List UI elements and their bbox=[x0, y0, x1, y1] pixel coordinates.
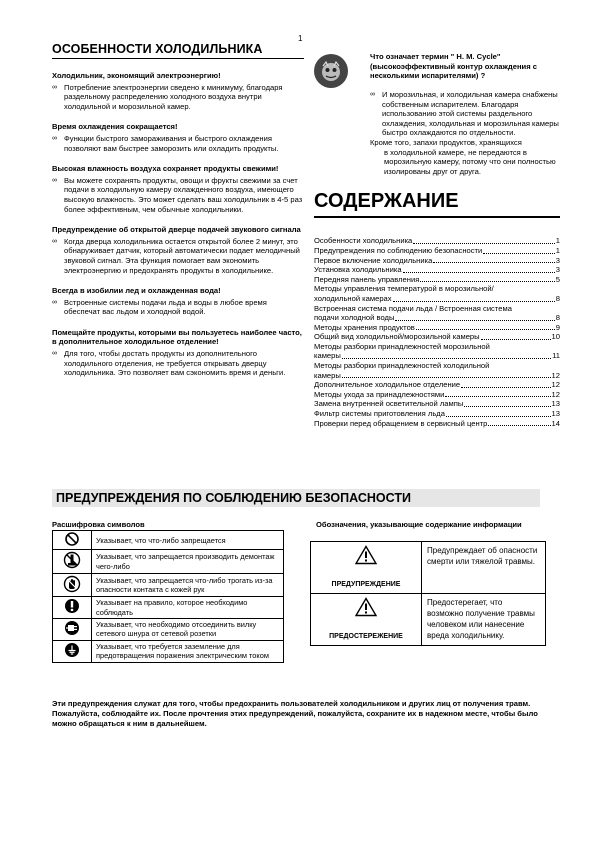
toc-entry[interactable]: Первое включение холодильника 3 bbox=[314, 255, 560, 265]
hm-note-first-line: Кроме того, запахи продуктов, хранящихся bbox=[370, 137, 522, 147]
no-touch-icon bbox=[53, 573, 92, 596]
hm-cycle-note bbox=[370, 138, 570, 176]
feature-heading: Время охлаждения сокращается! bbox=[52, 122, 178, 132]
symbol-description: Указывает, что запрещается производить демонтаж чего-либо bbox=[92, 550, 284, 573]
feature-text: Для того, чтобы достать продукты из дополнительного холодильного отделения, не требуется открывать дверцу холодильника. Это позволяет вам сэкономить время и деньги. bbox=[64, 349, 286, 378]
hm-cycle-bullet: И морозильная, и холодильная камера снабжены собственным испарителем. Благодаря использованию этой системы раздельного охлаждения, холодильная и морозильная камеры быстро охлаждаются по отдельности. bbox=[382, 90, 559, 138]
toc-entry[interactable]: Проверки перед обращением в сервисный центр 14 bbox=[314, 418, 560, 428]
feature-item bbox=[52, 122, 304, 153]
toc-entry[interactable]: Методы хранения продуктов 9 bbox=[314, 322, 560, 332]
feature-heading: Всегда в изобилии лед и охлажденная вода! bbox=[52, 286, 221, 296]
feature-text: Когда дверца холодильника остается открытой более 2 минут, это обнаруживает датчик, который автоматически подает мелодичный звуковой сигнал. Эта функция помогает вам экономить электроэнергию и предохранять продукты в холодильнике. bbox=[64, 236, 300, 275]
features-title: ОСОБЕННОСТИ ХОЛОДИЛЬНИКА bbox=[52, 42, 304, 59]
toc-entry[interactable]: Методы ухода за принадлежностями 12 bbox=[314, 389, 560, 399]
bullet-icon: ∞ bbox=[52, 83, 57, 91]
table-row bbox=[53, 640, 284, 662]
page-number: 1 bbox=[298, 34, 303, 43]
info-table bbox=[310, 541, 546, 646]
bullet-icon: ∞ bbox=[370, 91, 375, 98]
feature-heading: Предупреждение об открытой дверце подачей звукового сигнала bbox=[52, 225, 301, 235]
toc-entry[interactable]: Особенности холодильника 1 bbox=[314, 236, 560, 246]
caution-triangle-icon bbox=[355, 597, 377, 617]
unplug-icon bbox=[53, 619, 92, 641]
feature-item bbox=[52, 164, 304, 214]
feature-item bbox=[52, 286, 304, 317]
caution-label: ПРЕДОСТЕРЕЖЕНИЕ bbox=[329, 633, 403, 640]
feature-heading: Высокая влажность воздуха сохраняет продукты свежими! bbox=[52, 164, 279, 174]
toc-entry[interactable]: Фильтр системы приготовления льда 13 bbox=[314, 409, 560, 419]
toc-entry[interactable]: Замена внутренней осветительной лампы 13 bbox=[314, 399, 560, 409]
feature-text: Встроенные системы подачи льда и воды в любое время обеспечат вас льдом и холодной водой. bbox=[64, 297, 267, 317]
toc-entry[interactable]: Методы управления температурой в морозильной/ холодильной камерах 8 bbox=[314, 284, 560, 303]
toc-entry[interactable]: Общий вид холодильной/морозильной камеры 10 bbox=[314, 332, 560, 342]
symbol-description: Указывает, что необходимо отсоединить вилку сетевого шнура от сетевой розетки bbox=[92, 619, 284, 641]
bullet-icon: ∞ bbox=[52, 298, 57, 306]
mandatory-icon bbox=[53, 597, 92, 619]
feature-text: Функции быстрого замораживания и быстрого охлаждения позволяют вам быстрее заморозить или охладить продукты. bbox=[64, 133, 279, 153]
right-column bbox=[314, 52, 570, 428]
caution-description: Предостерегает, что возможно получение травмы человеком или нанесение вреда холодильнику. bbox=[422, 594, 546, 646]
toc-entry[interactable]: Дополнительное холодильное отделение 12 bbox=[314, 380, 560, 390]
symbol-description: Указывает, что запрещается что-либо трогать из-за опасности контакта с кожей рук bbox=[92, 573, 284, 596]
toc-title: СОДЕРЖАНИЕ bbox=[314, 190, 560, 218]
feature-item bbox=[52, 71, 304, 111]
bullet-icon: ∞ bbox=[52, 176, 57, 184]
warning-label: ПРЕДУПРЕЖДЕНИЕ bbox=[331, 581, 401, 588]
feature-heading: Холодильник, экономящий электроэнергию! bbox=[52, 71, 221, 80]
bullet-icon: ∞ bbox=[52, 237, 57, 245]
table-row bbox=[53, 550, 284, 573]
toc-entry[interactable]: Передняя панель управления 5 bbox=[314, 274, 560, 284]
feature-item bbox=[52, 225, 304, 275]
symbol-description: Указывает, что что-либо запрещается bbox=[92, 531, 284, 550]
hm-cycle-box bbox=[314, 52, 570, 88]
bullet-icon: ∞ bbox=[52, 350, 57, 358]
warning-description: Предупреждает об опасности смерти или тяжелой травмы. bbox=[422, 542, 546, 594]
toc-entry[interactable]: Предупреждения по соблюдению безопасности 1 bbox=[314, 245, 560, 255]
bullet-icon: ∞ bbox=[52, 134, 57, 142]
footer-note: Эти предупреждения служат для того, чтобы предохранить пользователей холодильником и других лиц от получения травм. Пожалуйста, соблюдайте их. После прочтения этих предупреждений, пожалуйста, сохраните их в надежном месте, чтобы было можно обращаться к ним в дальнейшем. bbox=[52, 699, 538, 728]
symbol-description: Указывает на правило, которое необходимо соблюдать bbox=[92, 597, 284, 619]
toc-entry[interactable]: Методы разборки принадлежностей морозильной камеры 11 bbox=[314, 341, 560, 361]
table-row bbox=[311, 542, 546, 594]
table-row bbox=[53, 597, 284, 619]
feature-heading: Помещайте продукты, которыми вы пользуетесь наиболее часто, в дополнительное холодильное отделение! bbox=[52, 327, 302, 347]
toc-entry[interactable]: Встроенная система подачи льда / Встроенная система подачи холодной воды 8 bbox=[314, 303, 560, 323]
table-of-contents bbox=[314, 236, 560, 428]
symbol-description: Указывает, что требуется заземление для предотвращения поражения электрическим током bbox=[92, 640, 284, 662]
table-row bbox=[311, 594, 546, 646]
mascot-icon bbox=[314, 54, 348, 88]
table-row bbox=[53, 573, 284, 596]
feature-item bbox=[52, 328, 304, 378]
symbols-title: Расшифровка символов bbox=[52, 520, 145, 529]
feature-text: Вы можете сохранять продукты, овощи и фрукты свежими за счет подачи в холодильную камеру охлажденного воздуха, имеющего высокую влажность. Это может сделать ваш холодильник в 4-5 раз более эффективным, чем обычные холодильники. bbox=[64, 175, 303, 214]
warning-triangle-icon bbox=[355, 545, 377, 565]
info-title: Обозначения, указывающие содержание информации bbox=[316, 520, 522, 529]
feature-text: Потребление электроэнергии сведено к минимуму, благодаря раздельному распределению холодного воздуха внутри холодильной и морозильной камер. bbox=[64, 82, 283, 111]
hm-cycle-question: Что означает термин " Н. М. Cycle" (высокоэффективный контур охлаждения с несколькими испарителями) ? bbox=[370, 52, 537, 81]
no-disassembly-icon bbox=[53, 550, 92, 573]
toc-entry[interactable]: Установка холодильника 3 bbox=[314, 265, 560, 275]
ground-icon bbox=[53, 640, 92, 662]
table-row bbox=[53, 619, 284, 641]
prohibited-icon bbox=[53, 531, 92, 550]
table-row bbox=[53, 531, 284, 550]
hm-note-rest: в холодильной камере, не передаются в морозильную камеру, потому что они полностью изолированы друг от друга. bbox=[384, 147, 556, 176]
features-section bbox=[52, 42, 304, 389]
toc-entry[interactable]: Методы разборки принадлежностей холодильной камеры 12 bbox=[314, 361, 560, 380]
symbols-table bbox=[52, 530, 284, 663]
warnings-title: ПРЕДУПРЕЖДЕНИЯ ПО СОБЛЮДЕНИЮ БЕЗОПАСНОСТИ bbox=[52, 489, 540, 507]
